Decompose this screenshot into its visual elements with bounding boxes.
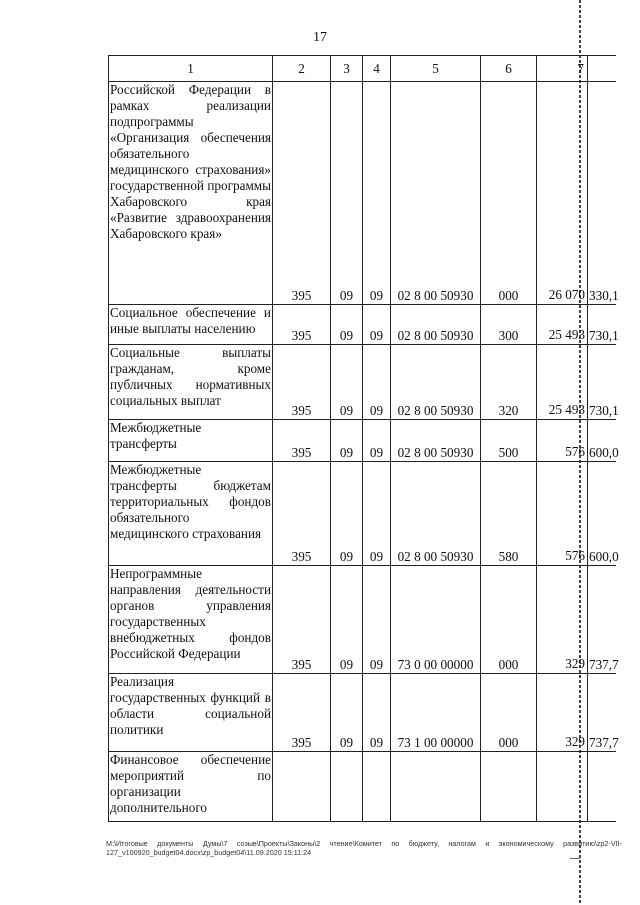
cell-sum-overflow: 730,1 bbox=[588, 305, 616, 345]
table-row bbox=[109, 752, 616, 822]
cell-vr: 000 bbox=[481, 674, 537, 752]
sum-value: 329 bbox=[565, 656, 585, 671]
cell-pr: 09 bbox=[363, 305, 391, 345]
cell-pr: 09 bbox=[363, 462, 391, 566]
sum-value: 576 bbox=[565, 548, 585, 563]
cell-csr: 73 0 00 00000 bbox=[391, 566, 481, 674]
cell-sum-overflow: 737,7 bbox=[588, 674, 616, 752]
header-cell: 4 bbox=[363, 56, 391, 82]
header-cell: 5 bbox=[391, 56, 481, 82]
cell-gr bbox=[273, 752, 331, 822]
cell-csr: 02 8 00 50930 bbox=[391, 345, 481, 420]
cell-gr: 395 bbox=[273, 566, 331, 674]
cell-rz: 09 bbox=[331, 420, 363, 462]
cell-sum bbox=[537, 82, 588, 305]
header-cell-overflow bbox=[588, 56, 616, 82]
document-footer-path bbox=[106, 839, 622, 857]
cell-gr: 395 bbox=[273, 345, 331, 420]
row-name: Социальное обеспечение и иные выплаты населению bbox=[109, 305, 273, 345]
cell-sum bbox=[537, 674, 588, 752]
cell-vr: 320 bbox=[481, 345, 537, 420]
cell-pr bbox=[363, 752, 391, 822]
row-name: Межбюджетные трансферты bbox=[109, 420, 273, 462]
budget-table bbox=[108, 55, 619, 822]
cell-gr: 395 bbox=[273, 420, 331, 462]
cell-sum-overflow: 600,0 bbox=[588, 462, 616, 566]
cell-vr: 500 bbox=[481, 420, 537, 462]
cell-csr: 02 8 00 50930 bbox=[391, 420, 481, 462]
cell-sum bbox=[537, 305, 588, 345]
sum-value: 26 070 bbox=[548, 287, 585, 302]
table-row bbox=[109, 82, 616, 305]
cell-vr bbox=[481, 752, 537, 822]
cell-pr: 09 bbox=[363, 345, 391, 420]
cell-sum bbox=[537, 345, 588, 420]
row-name: Социальные выплаты гражданам, кроме публичных нормативных социальных выплат bbox=[109, 345, 273, 420]
table-row bbox=[109, 462, 616, 566]
cell-sum-overflow: 730,1 bbox=[588, 345, 616, 420]
cell-rz: 09 bbox=[331, 566, 363, 674]
row-name: Межбюджетные трансферты бюджетам территориальных фондов обязательного медицинского страхования bbox=[109, 462, 273, 566]
sum-value: 576 bbox=[565, 444, 585, 459]
cell-rz: 09 bbox=[331, 345, 363, 420]
header-cell: 3 bbox=[331, 56, 363, 82]
row-name: Российской Федерации в рамках реализации подпрограммы «Организация обеспечения обязательного медицинского страхования» государственной программы Хабаровского края «Развитие здравоохранения Хабаровского края» bbox=[109, 82, 273, 305]
cell-rz: 09 bbox=[331, 82, 363, 305]
cell-csr: 02 8 00 50930 bbox=[391, 82, 481, 305]
header-cell: 1 bbox=[109, 56, 273, 82]
sum-value: 329 bbox=[565, 734, 585, 749]
cell-sum-overflow: 330,1 bbox=[588, 82, 616, 305]
table-header-row bbox=[109, 56, 616, 82]
binding-mark bbox=[570, 858, 580, 859]
cell-sum-overflow bbox=[588, 752, 616, 822]
header-cell: 2 bbox=[273, 56, 331, 82]
cell-rz: 09 bbox=[331, 674, 363, 752]
table-row bbox=[109, 420, 616, 462]
cell-rz: 09 bbox=[331, 305, 363, 345]
cell-pr: 09 bbox=[363, 674, 391, 752]
cell-gr: 395 bbox=[273, 674, 331, 752]
sum-value: 25 493 bbox=[548, 402, 585, 417]
cell-sum bbox=[537, 566, 588, 674]
cell-csr: 73 1 00 00000 bbox=[391, 674, 481, 752]
table-row bbox=[109, 674, 616, 752]
footer-path-line: M:\Итоговые документы Думы\7 созыв\Проекты\Законы\2 чтение\Комитет по бюджету, налогам и экономическому развитию\zp2-VII- bbox=[106, 839, 622, 848]
cell-csr bbox=[391, 752, 481, 822]
header-cell: 6 bbox=[481, 56, 537, 82]
cell-pr: 09 bbox=[363, 82, 391, 305]
cell-rz: 09 bbox=[331, 462, 363, 566]
cell-sum-overflow: 737,7 bbox=[588, 566, 616, 674]
cell-vr: 300 bbox=[481, 305, 537, 345]
cell-rz bbox=[331, 752, 363, 822]
cell-sum-overflow: 600,0 bbox=[588, 420, 616, 462]
row-name: Непрограммные направления деятельности органов управления государственных внебюджетных фондов Российской Федерации bbox=[109, 566, 273, 674]
table-row bbox=[109, 566, 616, 674]
cell-sum bbox=[537, 420, 588, 462]
cell-sum bbox=[537, 462, 588, 566]
cell-csr: 02 8 00 50930 bbox=[391, 462, 481, 566]
table-row bbox=[109, 345, 616, 420]
cell-pr: 09 bbox=[363, 566, 391, 674]
cell-gr: 395 bbox=[273, 305, 331, 345]
row-name: Реализация государственных функций в области социальной политики bbox=[109, 674, 273, 752]
cell-gr: 395 bbox=[273, 82, 331, 305]
cell-vr: 000 bbox=[481, 566, 537, 674]
header-cell: 7 bbox=[537, 56, 588, 82]
cell-sum bbox=[537, 752, 588, 822]
cell-pr: 09 bbox=[363, 420, 391, 462]
cell-vr: 000 bbox=[481, 82, 537, 305]
footer-path-line: 127_v100920_budget04.docx\zp_budget04\11.09.2020 15:11:24 bbox=[106, 848, 312, 857]
table-row bbox=[109, 305, 616, 345]
cell-gr: 395 bbox=[273, 462, 331, 566]
sum-value: 25 493 bbox=[548, 327, 585, 342]
row-name: Финансовое обеспечение мероприятий по организации дополнительного bbox=[109, 752, 273, 822]
page-number: 17 bbox=[313, 30, 327, 45]
cell-vr: 580 bbox=[481, 462, 537, 566]
cell-csr: 02 8 00 50930 bbox=[391, 305, 481, 345]
